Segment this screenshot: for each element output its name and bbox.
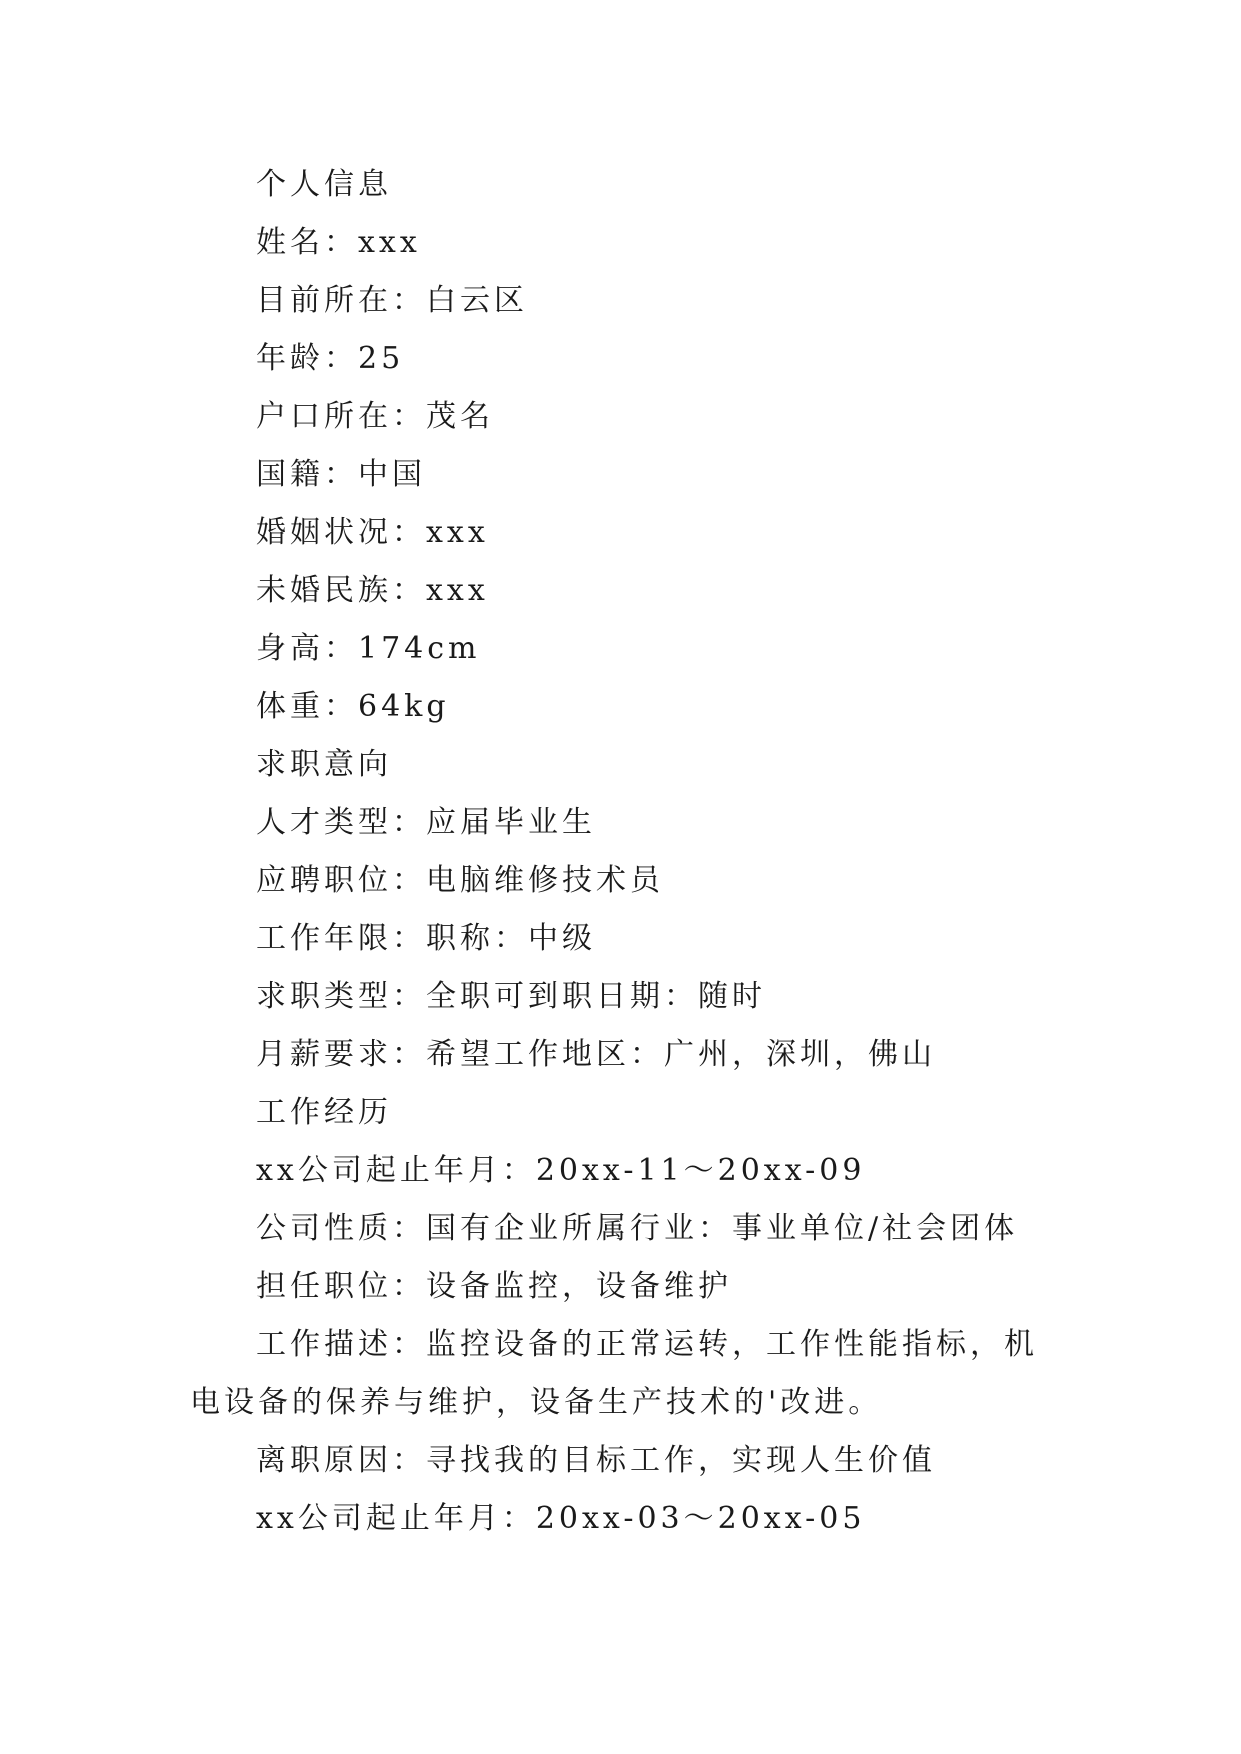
field-marital-status: 婚姻状况：xxx	[256, 515, 489, 550]
field-ethnicity: 未婚民族：xxx	[256, 573, 489, 608]
field-company-period-1: xx公司起止年月：20xx-11～20xx-09	[256, 1153, 866, 1188]
field-job-type: 求职类型：全职可到职日期：随时	[256, 979, 766, 1014]
field-position-applied: 应聘职位：电脑维修技术员	[256, 863, 664, 898]
field-nationality: 国籍：中国	[256, 457, 426, 492]
field-weight: 体重：64kg	[256, 689, 450, 724]
field-current-location: 目前所在：白云区	[256, 283, 528, 318]
field-job-title: 担任职位：设备监控，设备维护	[256, 1269, 732, 1304]
field-company-nature: 公司性质：国有企业所属行业：事业单位/社会团体	[256, 1211, 1019, 1246]
field-leaving-reason: 离职原因：寻找我的目标工作，实现人生价值	[256, 1443, 936, 1478]
section-heading-personal-info: 个人信息	[256, 167, 392, 202]
field-talent-type: 人才类型：应届毕业生	[256, 805, 596, 840]
section-heading-work-experience: 工作经历	[256, 1095, 392, 1130]
field-hukou-location: 户口所在：茂名	[256, 399, 494, 434]
field-name: 姓名：xxx	[256, 225, 421, 260]
field-age: 年龄：25	[256, 341, 405, 376]
field-height: 身高：174cm	[256, 631, 481, 666]
section-heading-job-intention: 求职意向	[256, 747, 392, 782]
field-salary-location: 月薪要求：希望工作地区：广州，深圳，佛山	[256, 1037, 936, 1072]
field-company-period-2: xx公司起止年月：20xx-03～20xx-05	[256, 1501, 866, 1536]
document-body	[190, 156, 1060, 1548]
field-job-description: 工作描述：监控设备的正常运转，工作性能指标，机电设备的保养与维护，设备生产技术的'改进。	[190, 1327, 1038, 1420]
field-years-title: 工作年限：职称：中级	[256, 921, 596, 956]
